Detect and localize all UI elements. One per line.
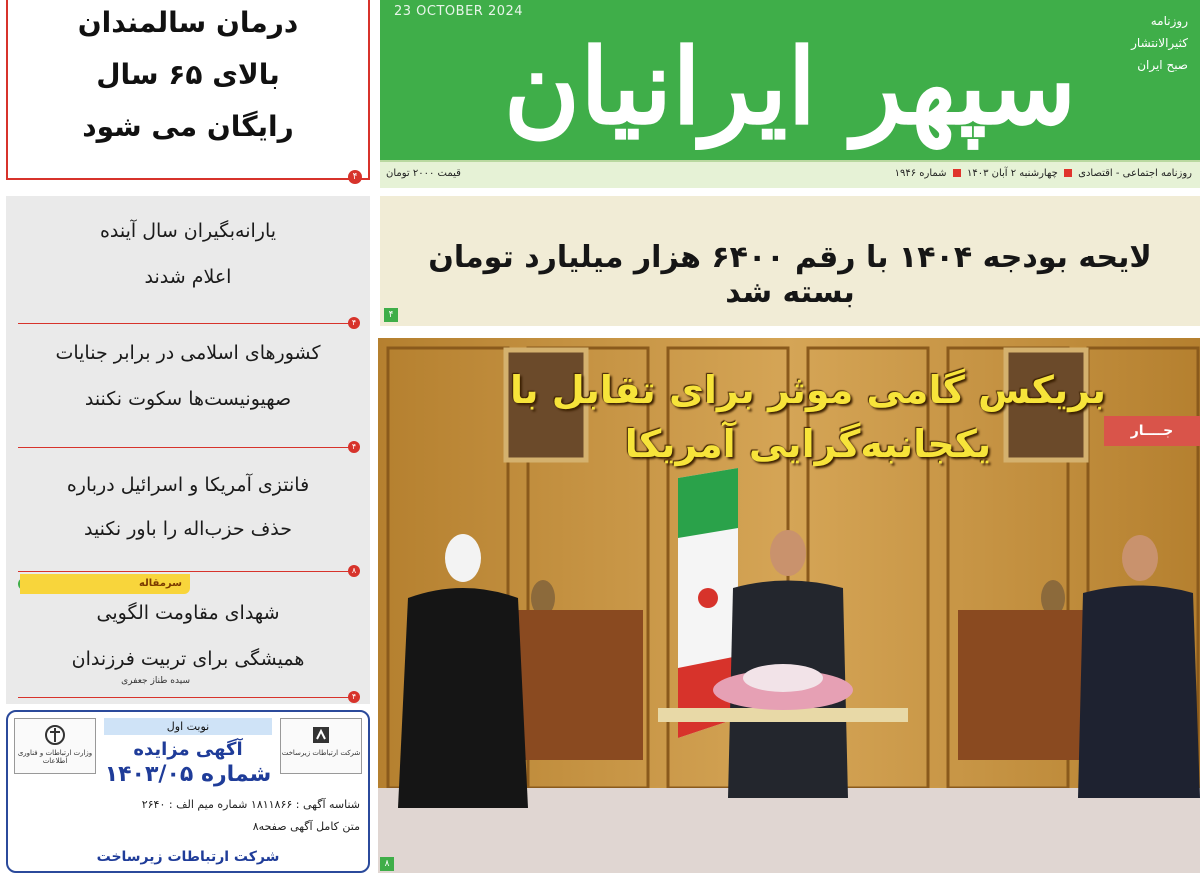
company-emblem-icon	[309, 723, 333, 747]
teaser-line-1: درمان سالمندان	[77, 6, 299, 39]
news-sidebar	[6, 196, 370, 704]
teaser-line-3: رایگان می شود	[82, 110, 294, 143]
sidebar-item-line: صهیونیست‌ها سکوت نکنند	[84, 388, 292, 410]
masthead-tagline	[1102, 10, 1188, 76]
issue-info	[895, 168, 1192, 179]
auction-heading	[104, 718, 272, 787]
issue-info-bar	[380, 160, 1200, 188]
issue-number: شماره ۱۹۴۶	[894, 168, 947, 179]
sidebar-item-line: حذف حزب‌اله را باور نکنید	[83, 518, 293, 540]
ministry-logo	[14, 718, 96, 774]
issue-date: چهارشنبه ۲ آبان ۱۴۰۳	[966, 168, 1058, 179]
newspaper-logo[interactable]: سپهر ایرانیان	[503, 25, 1077, 148]
page-number-badge: ۸	[348, 565, 360, 577]
main-headline-box[interactable]	[380, 196, 1200, 326]
lead-photo[interactable]	[378, 338, 1200, 873]
page-number-badge: ۴	[348, 691, 360, 703]
divider	[18, 697, 350, 698]
page-number-badge: ۸	[380, 857, 394, 871]
paper-type: روزنامه اجتماعی - اقتصادی	[1078, 168, 1192, 179]
auction-title: آگهی مزایده	[133, 739, 243, 760]
page-number-badge: ۴	[348, 317, 360, 329]
meeting-photo-illustration	[378, 338, 1200, 873]
ministry-logo-text: وزارت ارتباطات و فناوری اطلاعات	[17, 749, 93, 765]
divider	[18, 571, 350, 572]
emblem-icon	[43, 723, 67, 747]
issue-price: قیمت ۲۰۰۰ تومان	[386, 168, 461, 179]
editorial-author: سیده طناز جعفری	[121, 676, 190, 686]
tagline-line: روزنامه	[1150, 14, 1188, 28]
auction-number: شماره ۱۴۰۳/۰۵	[104, 762, 272, 787]
photo-headline-line-1: بریکس گامی موثر برای تقابل با	[509, 368, 1107, 412]
sidebar-item-line: اعلام شدند	[144, 266, 232, 288]
sidebar-item-line: همیشگی برای تربیت فرزندان	[71, 648, 305, 670]
separator-square-icon	[1064, 169, 1072, 177]
sidebar-item-line: شهدای مقاومت الگویی	[96, 602, 280, 624]
editorial-label: سرمقاله	[20, 574, 190, 594]
auction-company: شرکت ارتباطات زیرساخت	[96, 849, 280, 865]
main-headline[interactable]: لایحه بودجه ۱۴۰۴ با رقم ۶۴۰۰ هزار میلیارد تومان بسته شد	[428, 240, 1152, 310]
masthead	[380, 0, 1200, 160]
sidebar-item[interactable]	[6, 452, 370, 576]
tagline-line: صبح ایران	[1137, 58, 1188, 72]
sidebar-item-line: فانتزی آمریکا و اسرائیل درباره	[66, 474, 310, 496]
sidebar-item[interactable]	[6, 196, 370, 328]
auction-round: نوبت اول	[104, 718, 272, 735]
elderly-care-teaser[interactable]	[6, 0, 370, 180]
masthead-date: 23 OCTOBER 2024	[394, 4, 524, 19]
sidebar-item-line: کشورهای اسلامی در برابر جنایات	[55, 342, 321, 364]
section-tag: جــــار	[1104, 416, 1200, 446]
page-number-badge: ۴	[348, 170, 362, 184]
photo-headline-line-2: یکجانبه‌گرایی آمریکا	[624, 422, 992, 466]
tagline-line: کثیرالانتشار	[1131, 36, 1188, 50]
sidebar-item[interactable]	[6, 328, 370, 452]
page-number-badge: ۴	[384, 308, 398, 322]
divider	[18, 447, 350, 448]
divider	[18, 323, 350, 324]
company-logo-text: شرکت ارتباطات زیرساخت	[281, 749, 361, 757]
auction-meta: متن کامل آگهی صفحه۸	[252, 820, 360, 833]
company-logo	[280, 718, 362, 774]
page-number-badge: ۴	[348, 441, 360, 453]
auction-ad[interactable]	[6, 710, 370, 873]
separator-square-icon	[953, 169, 961, 177]
auction-meta: شناسه آگهی : ۱۸۱۱۸۶۶ شماره میم الف : ۲۶۴۰	[141, 798, 360, 811]
sidebar-item-line: یارانه‌بگیران سال آینده	[99, 220, 277, 242]
teaser-line-2: بالای ۶۵ سال	[96, 58, 280, 91]
